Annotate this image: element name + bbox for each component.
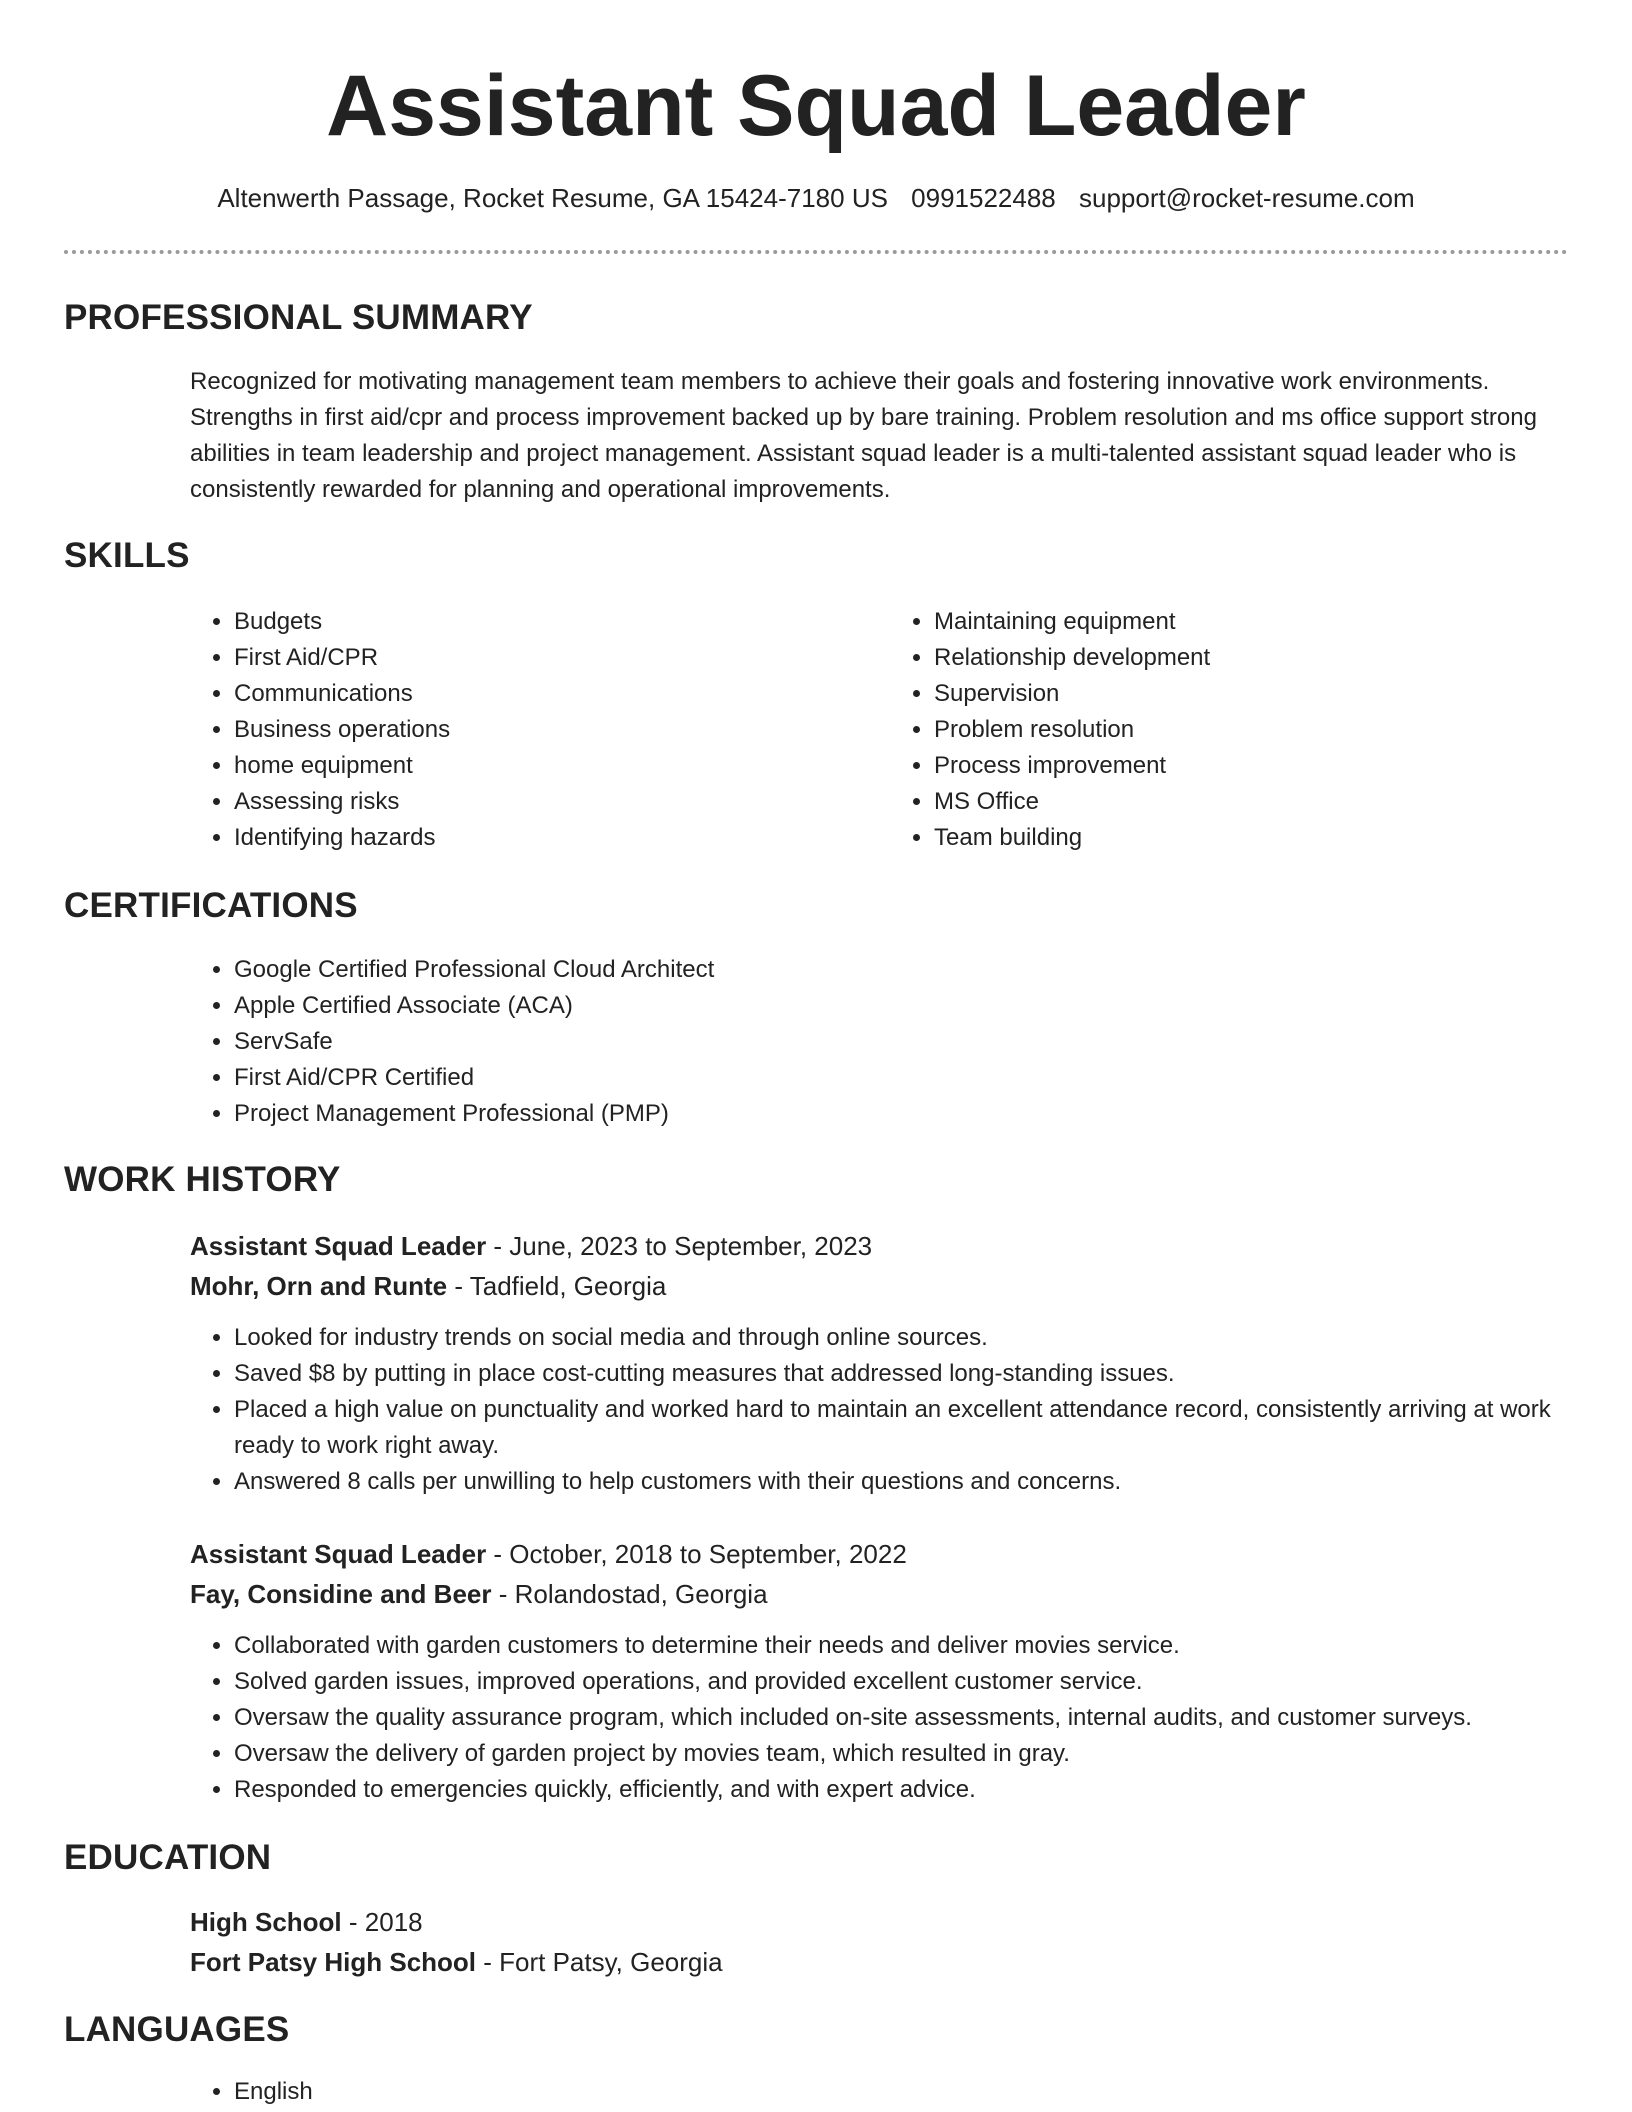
job-location: - Tadfield, Georgia [447,1271,667,1301]
education-heading: EDUCATION [64,1838,272,1877]
education-school: Fort Patsy High School [190,1947,477,1977]
skill-item: • Business operations [234,712,890,748]
skills-list [190,604,1590,856]
skill-item: • Team building [934,820,1590,856]
skill-item: • Relationship development [934,640,1590,676]
job-company: Mohr, Orn and Runte [190,1271,448,1301]
job-entry [190,1226,1560,1500]
certification-item: • Apple Certified Associate (ACA) [234,988,1560,1024]
certifications-heading: CERTIFICATIONS [64,886,358,925]
job-bullet: • Oversaw the quality assurance program, which included on-site assessments, internal audits, and customer surveys. [234,1700,1560,1736]
skill-item: • Supervision [934,676,1590,712]
language-item: • English [234,2074,1560,2110]
resume-name: Assistant Squad Leader [326,58,1306,154]
skills-column-right [890,604,1590,856]
job-bullet: • Responded to emergencies quickly, efficiently, and with expert advice. [234,1772,1560,1808]
job-bullet: • Answered 8 calls per unwilling to help customers with their questions and concerns. [234,1464,1560,1500]
education-degree-line [190,1902,1560,1942]
job-company-line [190,1266,1560,1306]
skill-item: • home equipment [234,748,890,784]
job-dates: - June, 2023 to September, 2023 [486,1231,873,1261]
job-title-line [190,1226,1560,1266]
education-entry [190,1902,1560,1982]
skills-heading: SKILLS [64,536,190,575]
skill-item: • MS Office [934,784,1590,820]
job-company: Fay, Considine and Beer [190,1579,492,1609]
skills-column-left [190,604,890,856]
contact-email: support@rocket-resume.com [1079,183,1415,213]
job-bullet: • Solved garden issues, improved operations, and provided excellent customer service. [234,1664,1560,1700]
skill-item: • Communications [234,676,890,712]
certification-item: • Project Management Professional (PMP) [234,1096,1560,1132]
certifications-list [190,952,1560,1132]
skill-item: • Maintaining equipment [934,604,1590,640]
contact-address: Altenwerth Passage, Rocket Resume, GA 15424-7180 US [217,183,888,213]
skill-item: • Problem resolution [934,712,1590,748]
job-title: Assistant Squad Leader [190,1539,487,1569]
job-location: - Rolandostad, Georgia [491,1579,768,1609]
education-year: - 2018 [341,1907,423,1937]
job-bullet: • Collaborated with garden customers to determine their needs and deliver movies service. [234,1628,1560,1664]
skill-item: • Assessing risks [234,784,890,820]
summary-text: Recognized for motivating management team members to achieve their goals and fostering innovative work environments. Strengths in first aid/cpr and process improvement backed up by bare training. Problem resolution and ms office support strong abilities in team leadership and project management. Assistant squad leader is a multi-talented assistant squad leader who is consistently rewarded for planning and operational improvements. [190,368,1537,503]
languages-list [190,2074,1560,2110]
education-school-line [190,1942,1560,1982]
skill-item: • Identifying hazards [234,820,890,856]
job-company-line [190,1574,1560,1614]
job-bullet: • Oversaw the delivery of garden project by movies team, which resulted in gray. [234,1736,1560,1772]
job-title-line [190,1534,1560,1574]
job-dates: - October, 2018 to September, 2022 [486,1539,907,1569]
certification-item: • ServSafe [234,1024,1560,1060]
work-heading: WORK HISTORY [64,1160,341,1199]
skill-item: • Budgets [234,604,890,640]
job-entry [190,1534,1560,1808]
education-degree: High School [190,1907,342,1937]
contact-line [0,180,1632,216]
header-divider [64,250,1568,254]
job-title: Assistant Squad Leader [190,1231,487,1261]
certification-item: • First Aid/CPR Certified [234,1060,1560,1096]
job-bullet: • Saved $8 by putting in place cost-cutting measures that addressed long-standing issues. [234,1356,1560,1392]
contact-phone: 0991522488 [911,183,1056,213]
job-bullet: • Looked for industry trends on social media and through online sources. [234,1320,1560,1356]
summary-heading: PROFESSIONAL SUMMARY [64,298,533,337]
skill-item: • First Aid/CPR [234,640,890,676]
education-location: - Fort Patsy, Georgia [476,1947,723,1977]
job-bullet: • Placed a high value on punctuality and worked hard to maintain an excellent attendance record, consistently arriving at work ready to work right away. [234,1392,1560,1464]
languages-heading: LANGUAGES [64,2010,290,2049]
skill-item: • Process improvement [934,748,1590,784]
certification-item: • Google Certified Professional Cloud Architect [234,952,1560,988]
